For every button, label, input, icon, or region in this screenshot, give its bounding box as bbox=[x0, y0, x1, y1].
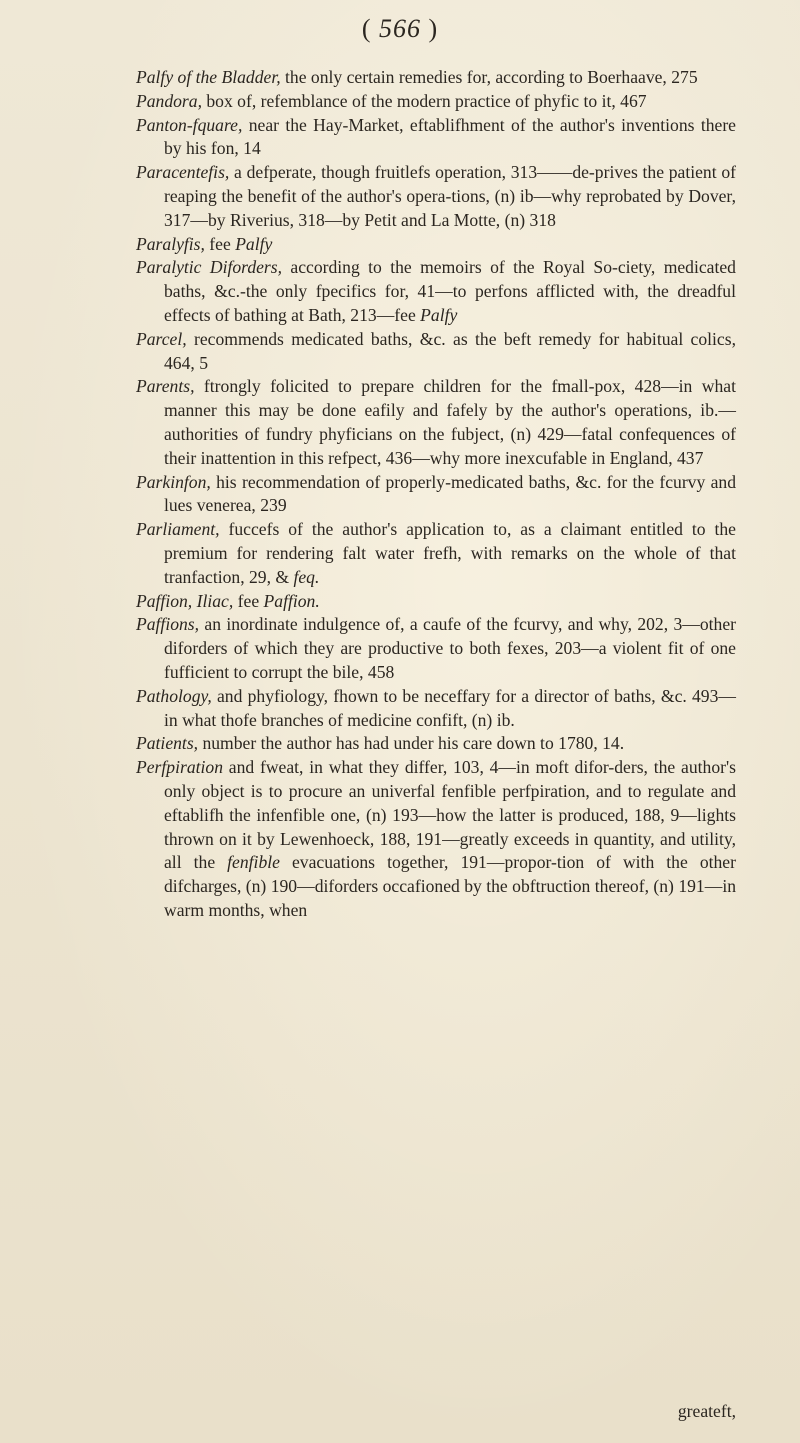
index-entry bbox=[136, 161, 736, 232]
entry-text: the only certain remedies for, according to Boerhaave, 275 bbox=[280, 67, 698, 87]
index-term: Paracentefis, bbox=[136, 162, 230, 183]
index-entry bbox=[136, 590, 736, 614]
entry-text: near the Hay-Market, eftablifhment of the author's inventions there by his fon, 14 bbox=[164, 114, 736, 159]
index-term: Paralytic Diforders, bbox=[136, 257, 283, 278]
page-number: 566 bbox=[379, 14, 421, 43]
entry-text: and phyfiology, fhown to be neceffary for a director of baths, &c. 493—in what thofe branches of medicine confift, (n) ib. bbox=[164, 685, 736, 730]
open-paren: ( bbox=[361, 14, 372, 43]
cross-reference: Palfy bbox=[420, 304, 458, 325]
entry-text: a defperate, though fruitlefs operation, 313——de-prives the patient of reaping the benefit of the author's opera-tions, (n) ib—why reprobated by Dover, 317—by Riverius, 318—by Petit and La Motte, (n) 318 bbox=[164, 162, 736, 230]
inline-italic-word: fenfible bbox=[227, 852, 280, 873]
catchword: greateft, bbox=[677, 1401, 736, 1421]
entry-text: number the author has had under his care down to 1780, 14. bbox=[198, 733, 625, 754]
cross-reference: Palfy bbox=[235, 233, 273, 254]
entry-text: recommends medicated baths, &c. as the beft remedy for habitual colics, 464, 5 bbox=[164, 328, 736, 373]
cross-reference: feq. bbox=[293, 566, 320, 587]
index-entries bbox=[136, 66, 736, 923]
index-term: Panton-fquare, bbox=[136, 114, 243, 135]
entry-text: an inordinate indulgence of, a caufe of the fcurvy, and why, 202, 3—other diforders of which they are productive to both fexes, 203—a violent fit of one fufficient to corrupt the bile, 458 bbox=[164, 614, 736, 682]
index-term: Pandora, bbox=[136, 90, 202, 111]
index-term: Perfpiration bbox=[136, 757, 223, 778]
index-term: Paffion, Iliac, bbox=[136, 590, 234, 611]
entry-text: fuccefs of the author's application to, as a claimant entitled to the premium for rendering falt water frefh, with remarks on the whole of that tranfaction, 29, & bbox=[164, 519, 736, 587]
index-entry bbox=[136, 90, 736, 114]
index-term: Pathology, bbox=[136, 685, 212, 706]
index-term: Parkinfon, bbox=[136, 471, 211, 492]
index-entry bbox=[136, 256, 736, 327]
index-entry bbox=[136, 732, 736, 756]
close-paren: ) bbox=[428, 14, 439, 43]
index-entry bbox=[136, 233, 736, 257]
entry-text: ftrongly folicited to prepare children for the fmall-pox, 428—in what manner this may be done eafily and fafely by the author's operations, ib.—authorities of fundry phyficians on the fubject, (n) 429—fatal confequences of their inattention in this refpect, 436—why more inexcufable in England, 437 bbox=[164, 376, 736, 468]
entry-text: according to the memoirs of the Royal So-ciety, medicated baths, &c.-the only fpecifics for, 41—to perfons afflicted with, the dreadful effects of bathing at Bath, 213—fee bbox=[164, 257, 736, 325]
index-entry bbox=[136, 518, 736, 589]
index-term: Patients, bbox=[136, 733, 199, 754]
entry-text: his recommendation of properly-medicated baths, &c. for the fcurvy and lues venerea, 239 bbox=[164, 471, 736, 516]
index-entry bbox=[136, 471, 736, 519]
entry-text-tail: evacuations together, 191—propor-tion of with the other difcharges, (n) 190—diforders occafioned by the obftruction thereof, (n) 191—in warm months, when bbox=[164, 852, 736, 920]
index-entry bbox=[136, 756, 736, 923]
index-entry bbox=[136, 114, 736, 162]
index-term: Parents, bbox=[136, 376, 195, 397]
entry-text: fee bbox=[204, 233, 236, 254]
index-term: Palfy of the Bladder, bbox=[136, 67, 281, 87]
index-entry bbox=[136, 328, 736, 376]
index-entry bbox=[136, 66, 736, 90]
index-term: Paralyfis, bbox=[136, 233, 205, 254]
index-entry bbox=[136, 685, 736, 733]
index-term: Parcel, bbox=[136, 328, 187, 349]
entry-text: box of, refemblance of the modern practice of phyfic to it, 467 bbox=[201, 90, 647, 111]
entry-text: fee bbox=[233, 590, 264, 611]
index-term: Parliament, bbox=[136, 519, 220, 540]
page-header bbox=[0, 14, 800, 44]
entry-text: and fweat, in what they differ, 103, 4—in moft difor-ders, the author's only object is to procure an univerfal fenfible perfpiration, and to regulate and eftablifh the infenfible one, (n) 193—how the latter is produced, 188, 9—lights thrown on it by Lewenhoeck, 188, 191—greatly exceeds in quantity, and utility, all the bbox=[164, 757, 736, 873]
cross-reference: Paffion. bbox=[263, 590, 320, 611]
index-entry bbox=[136, 613, 736, 684]
index-term: Paffions, bbox=[136, 614, 200, 635]
index-entry bbox=[136, 375, 736, 470]
